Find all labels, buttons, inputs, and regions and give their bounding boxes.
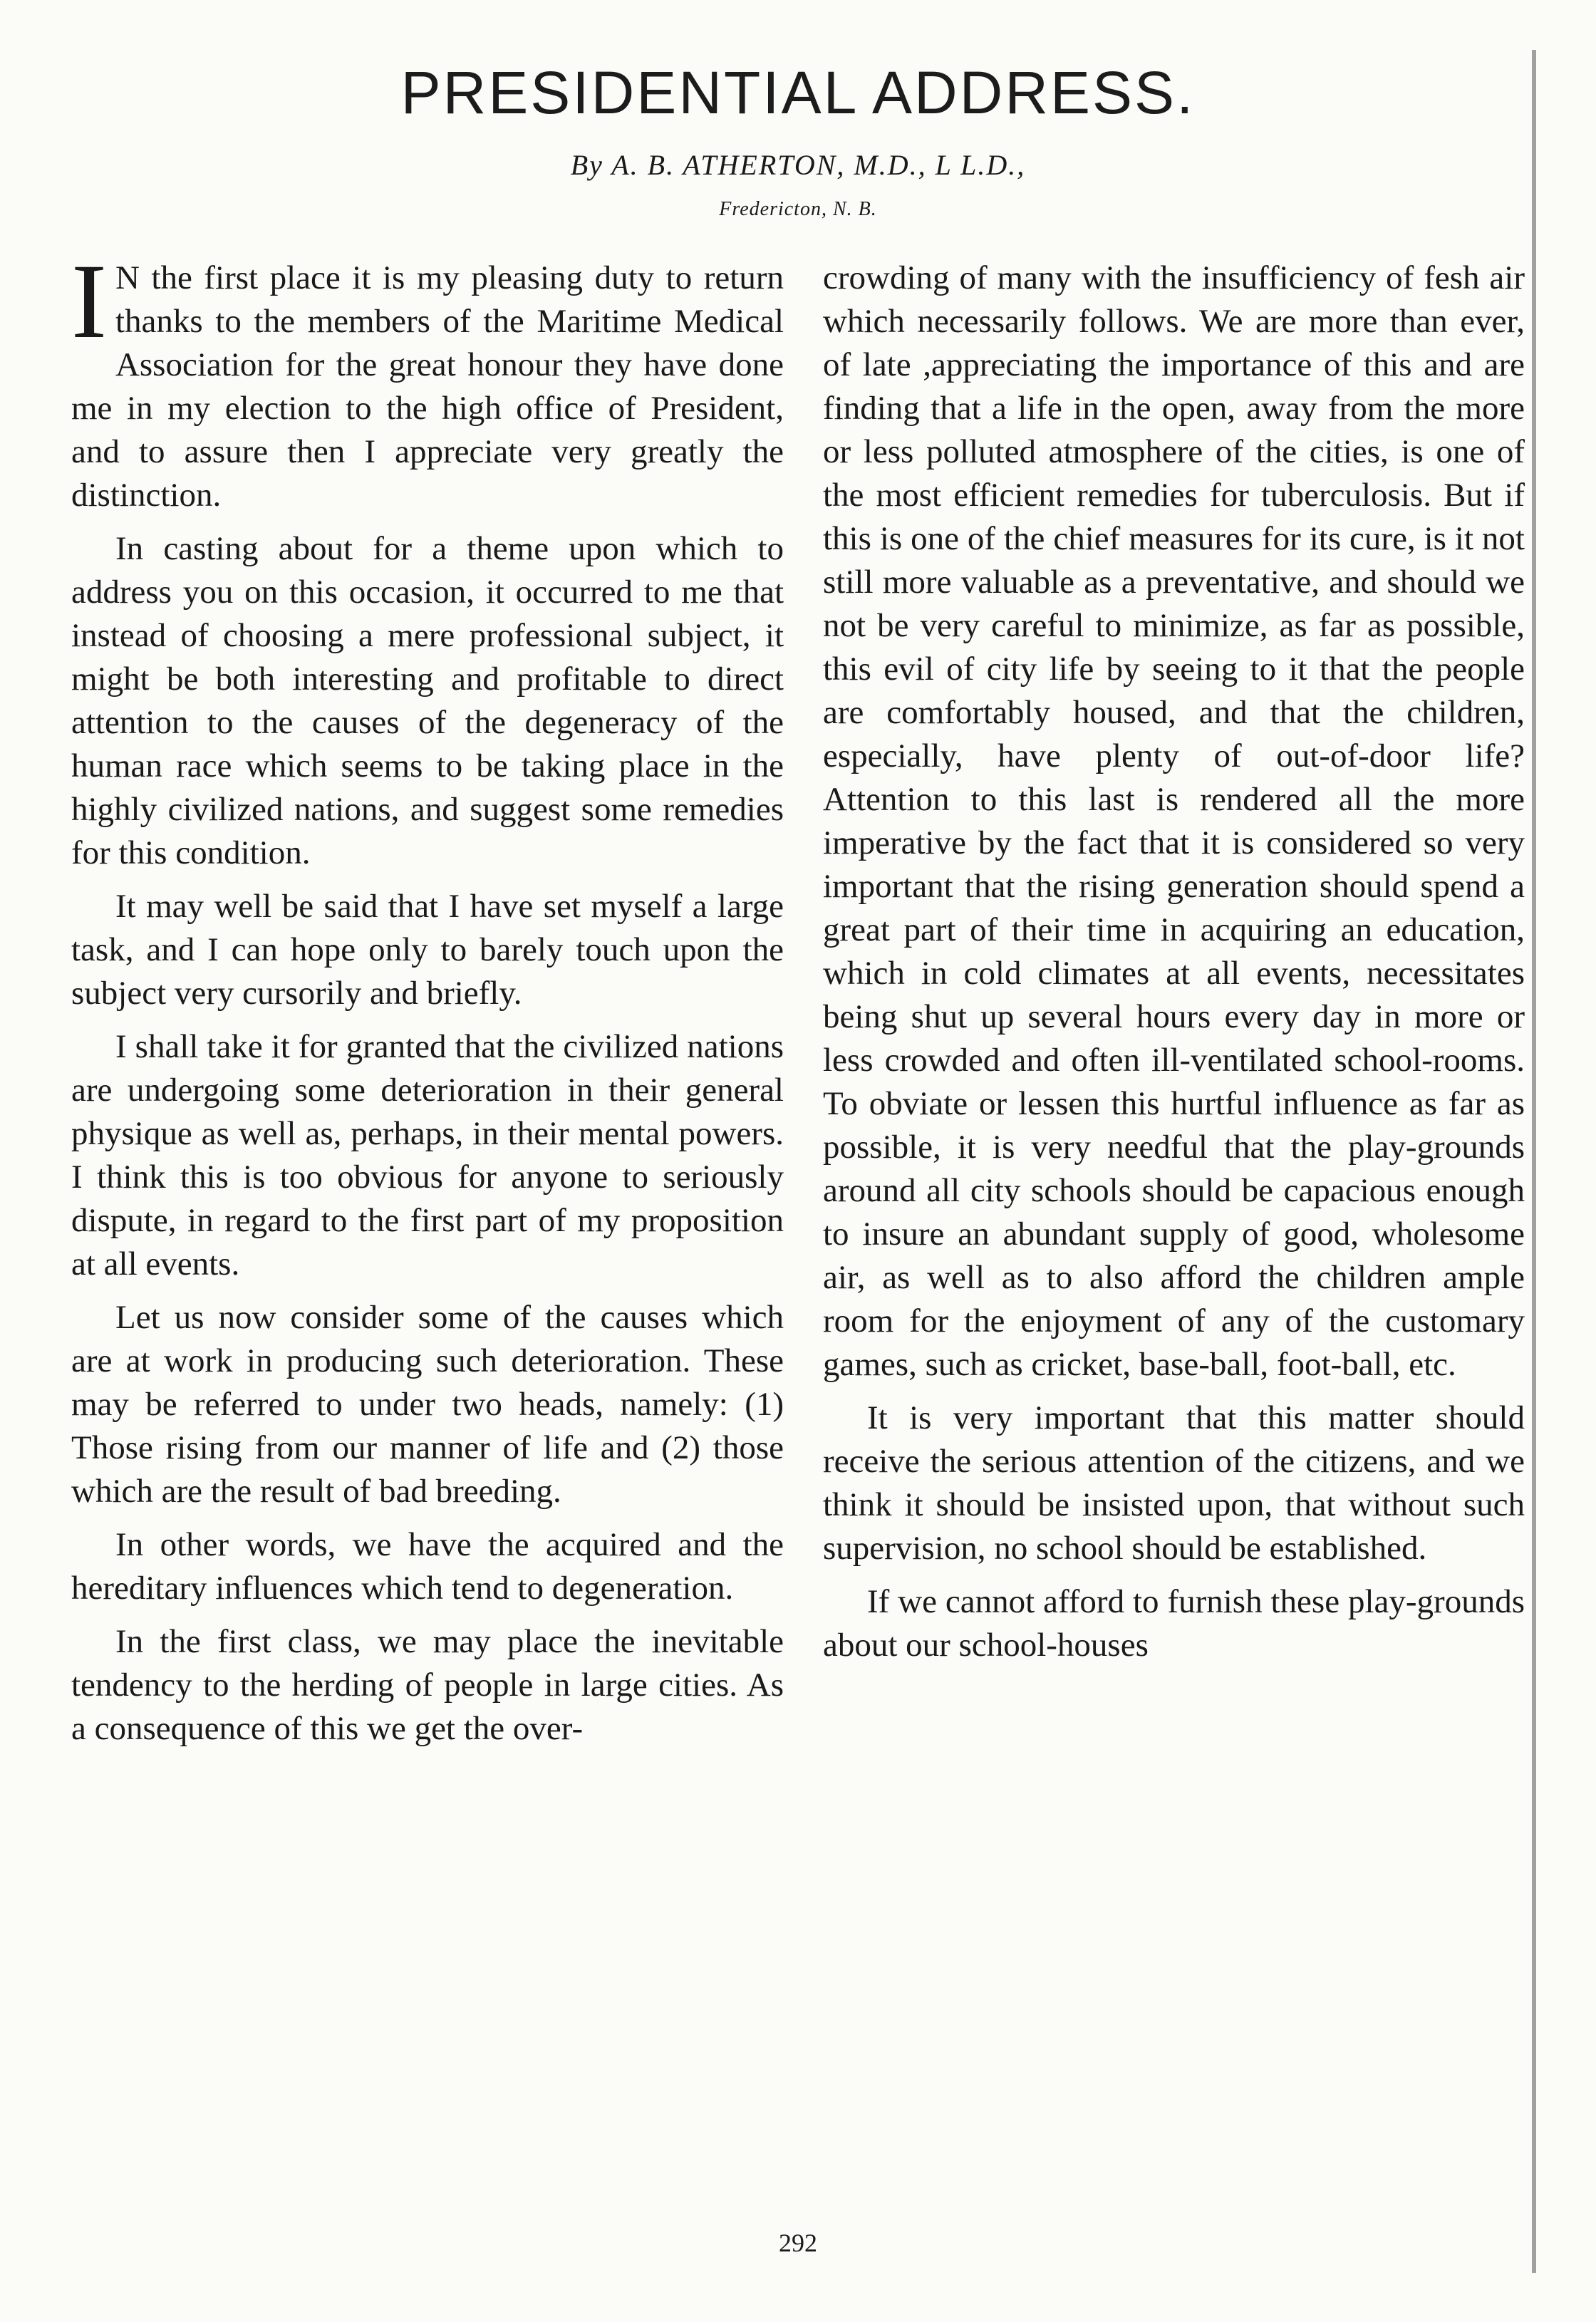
author-location: Fredericton, N. B. bbox=[719, 198, 877, 220]
paragraph: Let us now consider some of the causes which are at work in producing such deterioration. These may be referred to under two heads, namely: (1) Those rising from our manner of life and (2) those which are the result of bad breeding. bbox=[71, 1299, 784, 1510]
paragraph: I shall take it for granted that the civilized nations are undergoing some deterioration in their general physique as well as, perhaps, in their mental powers. I think this is too obvious for anyone to seriously dispute, in regard to the first part of my proposition at all events. bbox=[71, 1028, 784, 1282]
margin-rule bbox=[1532, 50, 1536, 2273]
left-column bbox=[71, 242, 784, 1751]
drop-cap: I bbox=[71, 242, 107, 361]
page-number: 292 bbox=[779, 2229, 817, 2257]
paragraph: It is very important that this matter should receive the serious attention of the citizens, and we think it should be insisted upon, that without such supervision, no school should be established. bbox=[823, 1399, 1525, 1567]
paragraph: It may well be said that I have set myself a large task, and I can hope only to barely touch upon the subject very cursorily and briefly. bbox=[71, 888, 784, 1012]
author-byline: By A. B. ATHERTON, M.D., L L.D., bbox=[570, 149, 1026, 181]
paragraph: In the first class, we may place the inevitable tendency to the herding of people in large cities. As a consequence of this we get the over- bbox=[71, 1623, 784, 1747]
paragraph: If we cannot afford to furnish these play-grounds about our school-houses bbox=[823, 1583, 1525, 1664]
right-column bbox=[823, 256, 1525, 1667]
paragraph: In other words, we have the acquired and the hereditary influences which tend to degeneration. bbox=[71, 1526, 784, 1607]
paragraph: In casting about for a theme upon which to address you on this occasion, it occurred to me that instead of choosing a mere professional subject, it might be both interesting and profitable to direct attention to the causes of the degeneracy of the human race which seems to be taking place in the highly civilized nations, and suggest some remedies for this condition. bbox=[71, 530, 784, 871]
paragraph-text: N the first place it is my pleasing duty to return thanks to the members of the Maritime Medical Association for the great honour they have done me in my election to the high office of President, and to assure then I appreciate very greatly the distinction. bbox=[71, 259, 784, 514]
page-title: PRESIDENTIAL ADDRESS. bbox=[400, 59, 1196, 126]
paragraph: crowding of many with the insufficiency of fesh air which necessarily follows. We are more than ever, of late ,appreciating the importance of this and are finding that a life in the open, away from the more or less polluted atmosphere of the cities, is one of the most efficient remedies for tuberculosis. But if this is one of the chief measures for its cure, is it not still more valuable as a preventative, and should we not be very careful to minimize, as far as possible, this evil of city life by seeing to it that the people are comfortably housed, and that the children, especially, have plenty of out-of-door life? Attention to this last is rendered all the more imperative by the fact that it is considered so very important that the rising generation should spend a great part of their time in acquiring an education, which in cold climates at all events, necessitates being shut up several hours every day in more or less crowded and often ill-ventilated school-rooms. To obviate or lessen this hurtful influence as far as possible, it is very needful that the play-grounds around all city schools should be capacious enough to insure an abundant supply of good, wholesome air, as well as to also afford the children ample room for the enjoyment of any of the customary games, such as cricket, base-ball, foot-ball, etc. bbox=[823, 259, 1525, 1383]
paragraph bbox=[71, 242, 784, 517]
